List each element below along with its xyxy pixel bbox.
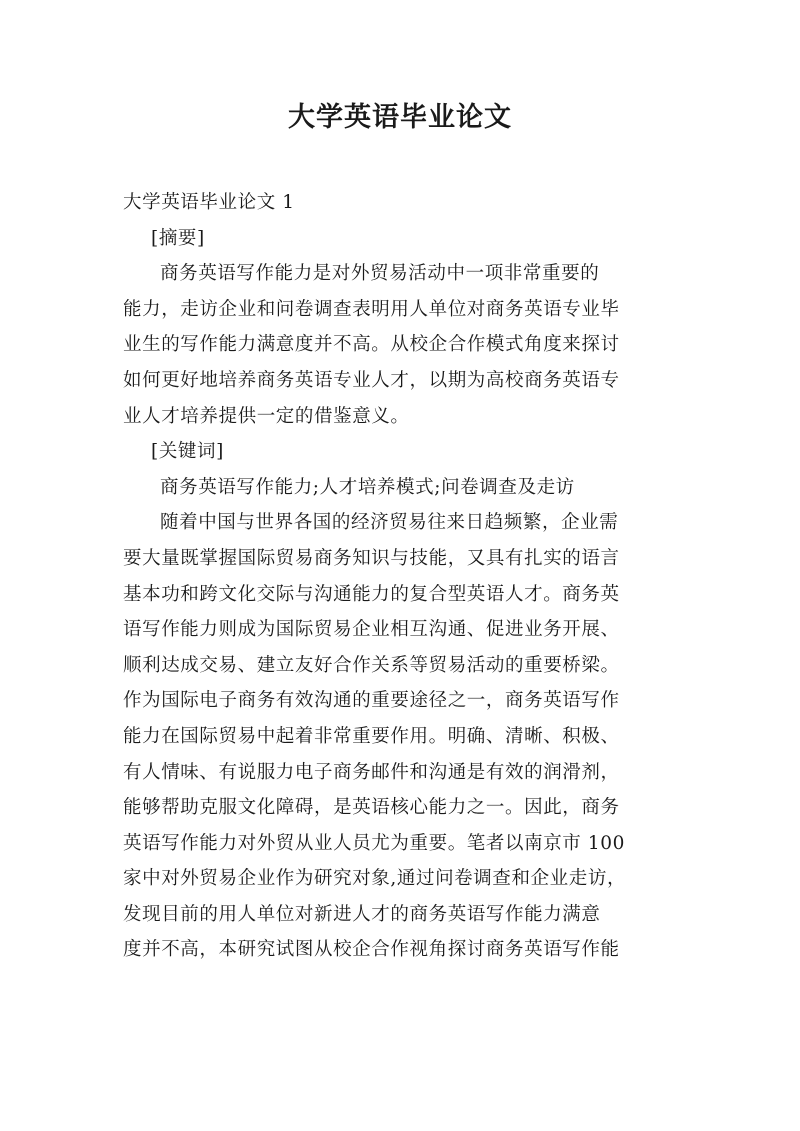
body-line: 作为国际电子商务有效沟通的重要途径之一，商务英语写作 — [123, 690, 620, 712]
abstract-line: 业人才培养提供一定的借鉴意义。 — [123, 405, 410, 427]
body-line: 能够帮助克服文化障碍，是英语核心能力之一。因此，商务 — [123, 797, 620, 819]
section-subtitle: 大学英语毕业论文 1 — [123, 192, 295, 213]
body-line: 英语写作能力对外贸从业人员尤为重要。笔者以南京市 100 — [123, 832, 625, 854]
abstract-line: 业生的写作能力满意度并不高。从校企合作模式角度来探讨 — [123, 334, 620, 356]
keywords-heading: [关键词] — [151, 441, 224, 463]
body-line: 随着中国与世界各国的经济贸易往来日趋频繁，企业需 — [160, 512, 619, 534]
body-line: 家中对外贸易企业作为研究对象,通过问卷调查和企业走访， — [123, 868, 627, 890]
document-title: 大学英语毕业论文 — [288, 102, 512, 133]
abstract-line: 能力，走访企业和问卷调查表明用人单位对商务英语专业毕 — [123, 298, 620, 320]
body-line: 基本功和跨文化交际与沟通能力的复合型英语人才。商务英 — [123, 583, 620, 605]
document-body — [123, 185, 683, 968]
keywords-line: 商务英语写作能力;人才培养模式;问卷调查及走访 — [160, 476, 575, 498]
body-line: 能力在国际贸易中起着非常重要作用。明确、清晰、积极、 — [123, 725, 620, 747]
body-line: 度并不高，本研究试图从校企合作视角探讨商务英语写作能 — [123, 939, 620, 961]
body-line: 语写作能力则成为国际贸易企业相互沟通、促进业务开展、 — [123, 619, 620, 641]
abstract-line: 如何更好地培养商务英语专业人才，以期为高校商务英语专 — [123, 369, 620, 391]
body-line: 有人情味、有说服力电子商务邮件和沟通是有效的润滑剂， — [123, 761, 620, 783]
body-line: 顺利达成交易、建立友好合作关系等贸易活动的重要桥梁。 — [123, 654, 620, 676]
body-line: 发现目前的用人单位对新进人才的商务英语写作能力满意 — [123, 903, 601, 925]
body-line: 要大量既掌握国际贸易商务知识与技能，又具有扎实的语言 — [123, 547, 620, 569]
abstract-line: 商务英语写作能力是对外贸易活动中一项非常重要的 — [160, 263, 600, 285]
abstract-heading: [摘要] — [151, 227, 205, 249]
